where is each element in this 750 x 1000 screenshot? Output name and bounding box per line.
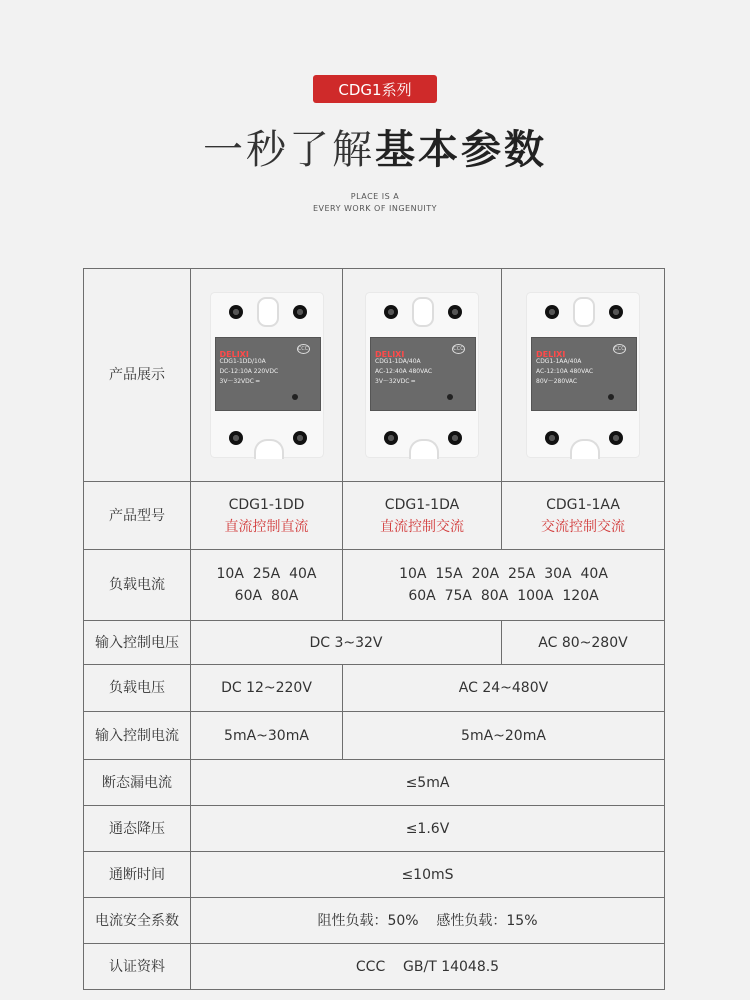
load-current-ac-line1: 10A 15A 20A 25A 30A 40A: [399, 566, 608, 582]
load-current-dc-line1: 10A 25A 40A: [216, 566, 317, 582]
load-current-ac-line2: 60A 75A 80A 100A 120A: [408, 588, 599, 604]
cell-drop: ≤1.6V: [191, 806, 665, 852]
label-line1-aa: CDG1-1AA/40A: [536, 358, 582, 365]
label-line2-dd: DC-12:10A 220VDC: [219, 368, 279, 375]
brand-logo-da: DELIXI: [375, 350, 405, 359]
row-leakage: [84, 760, 665, 806]
ccc-mark-icon: CCC: [614, 346, 625, 352]
row-load-current: [84, 550, 665, 621]
model-name: CDG1-1DD: [228, 496, 305, 513]
row-input-voltage: [84, 621, 665, 665]
product-image-aa: [502, 269, 665, 482]
label-line3-aa: 80V～280VAC: [536, 378, 578, 385]
label-line1-dd: CDG1-1DD/10A: [219, 358, 266, 365]
cell-model-dd: [191, 482, 343, 550]
product-image-dd: [191, 269, 343, 482]
row-drop: [84, 806, 665, 852]
subtitle-line1: PLACE IS A: [350, 192, 400, 201]
subtitle-line2: EVERY WORK OF INGENUITY: [312, 204, 438, 213]
row-model: [84, 482, 665, 550]
row-load-voltage: [84, 665, 665, 712]
model-type: 直流控制直流: [224, 518, 309, 535]
cell-switch-time: ≤10mS: [191, 852, 665, 898]
label-line3-dd: 3V～32VDC ═: [219, 378, 260, 385]
label-display: 产品展示: [84, 269, 191, 482]
label-model: 产品型号: [84, 482, 191, 550]
cell-input-voltage-ac: AC 80~280V: [502, 621, 665, 665]
cell-load-voltage-ac: AC 24~480V: [343, 665, 665, 712]
label-input-current: 输入控制电流: [84, 712, 191, 760]
cell-model-aa: [502, 482, 665, 550]
label-switch-time: 通断时间: [84, 852, 191, 898]
cell-input-voltage-dc: DC 3~32V: [191, 621, 502, 665]
model-type: 直流控制交流: [380, 518, 464, 535]
cell-load-current-dc: [191, 550, 343, 621]
cell-input-current-ac: 5mA~20mA: [343, 712, 665, 760]
page-title: [0, 118, 750, 175]
row-switch-time: [84, 852, 665, 898]
cell-model-da: [343, 482, 502, 550]
model-name: CDG1-1DA: [384, 496, 460, 513]
ccc-mark-icon: CCC: [297, 346, 309, 352]
brand-logo-aa: DELIXI: [536, 350, 566, 359]
label-line1-da: CDG1-1DA/40A: [375, 358, 421, 365]
row-input-current: [84, 712, 665, 760]
label-safety: 电流安全系数: [84, 898, 191, 944]
model-name: CDG1-1AA: [546, 496, 620, 513]
title-bold: 基本参数: [375, 127, 547, 173]
label-line2-da: AC-12:40A 480VAC: [375, 368, 433, 375]
model-type: 交流控制交流: [541, 518, 625, 535]
label-line2-aa: AC-12:10A 480VAC: [536, 368, 594, 375]
label-load-voltage: 负载电压: [84, 665, 191, 712]
title-light: 一秒了解: [203, 127, 375, 173]
cell-load-voltage-dc: DC 12~220V: [191, 665, 343, 712]
load-current-dc-line2: 60A 80A: [234, 588, 299, 604]
label-drop: 通态降压: [84, 806, 191, 852]
label-load-current: 负载电流: [84, 550, 191, 621]
led-indicator-icon: [608, 394, 614, 400]
product-image-da: [343, 269, 502, 482]
cell-cert: CCC GB/T 14048.5: [191, 944, 665, 990]
row-display: [84, 269, 665, 482]
row-safety: [84, 898, 665, 944]
cell-safety: 阻性负载：50% 感性负载：15%: [191, 898, 665, 944]
cell-leakage: ≤5mA: [191, 760, 665, 806]
label-leakage: 断态漏电流: [84, 760, 191, 806]
cell-load-current-ac: [343, 550, 665, 621]
label-cert: 认证资料: [84, 944, 191, 990]
led-indicator-icon: [292, 394, 298, 400]
series-badge: CDG1系列: [313, 75, 437, 103]
cell-input-current-dc: 5mA~30mA: [191, 712, 343, 760]
row-cert: [84, 944, 665, 990]
label-line3-da: 3V～32VDC ═: [375, 378, 415, 385]
label-input-voltage: 输入控制电压: [84, 621, 191, 665]
spec-table: [83, 268, 665, 990]
brand-logo-dd: DELIXI: [219, 350, 249, 359]
led-indicator-icon: [447, 394, 453, 400]
ccc-mark-icon: CCC: [453, 346, 464, 352]
